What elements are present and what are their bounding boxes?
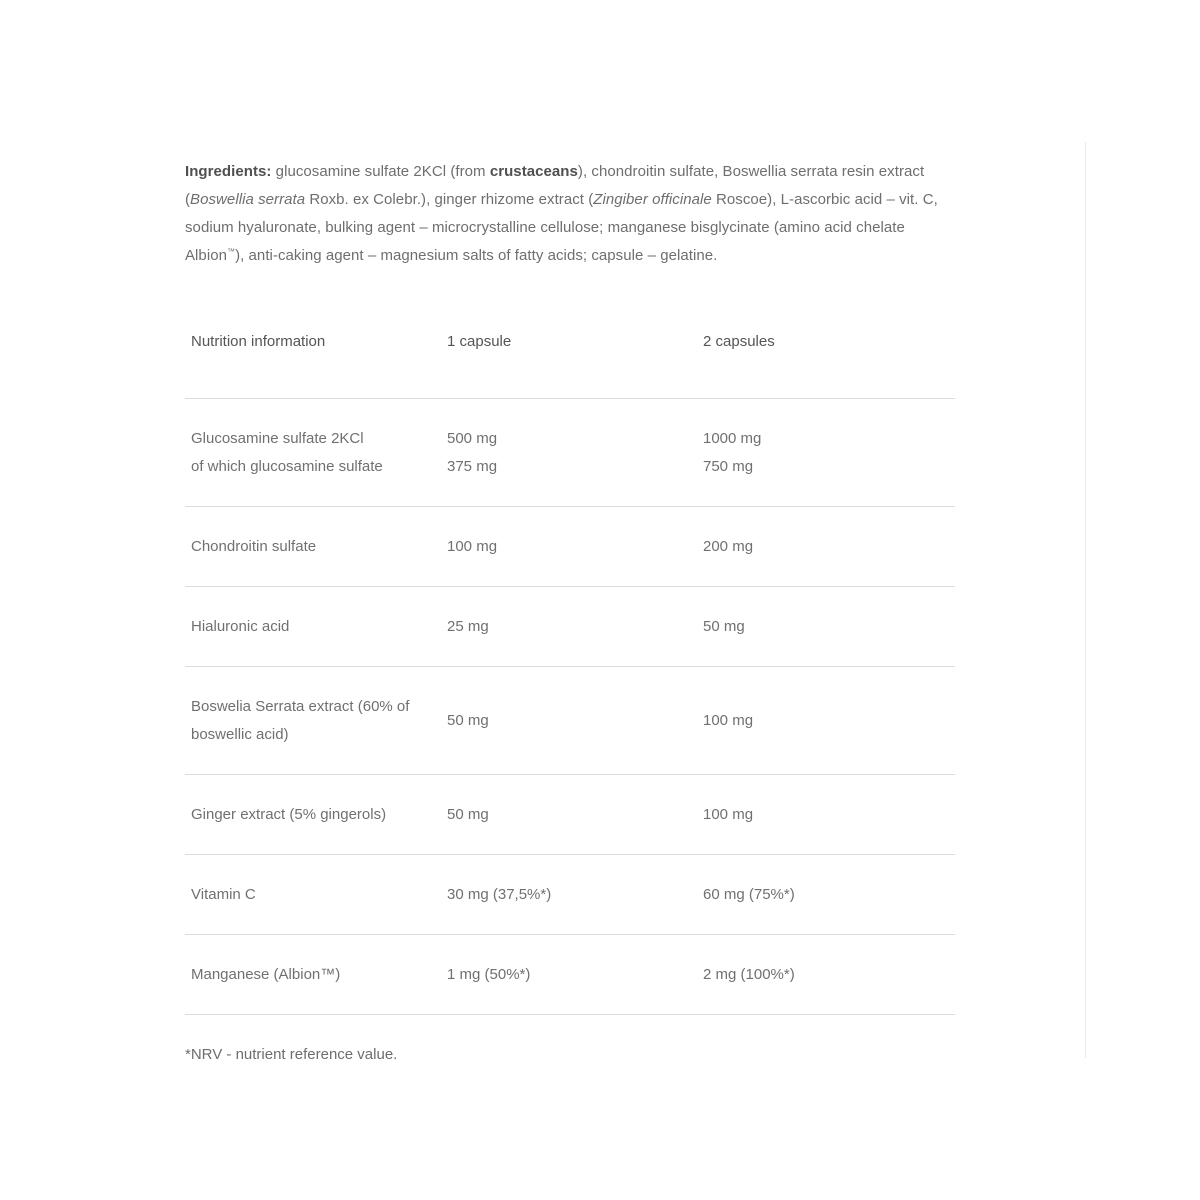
ingredients-text: ), chondroitin sulfate, Boswellia serrata resin extract ( (185, 163, 925, 208)
nrv-footnote: *NRV - nutrient reference value. (185, 1046, 398, 1063)
amount-value: 50 mg (697, 587, 955, 667)
nutrition-table (185, 318, 955, 1015)
amount-value: 375 mg (447, 457, 498, 475)
table-row (185, 855, 955, 935)
latin-name: Boswellia serrata (190, 191, 306, 208)
nutrient-name: Glucosamine sulfate 2KCl (191, 429, 364, 447)
column-header: 1 capsule (447, 333, 512, 350)
nutrient-name: Vitamin C (185, 855, 441, 935)
column-header: 2 capsules (703, 333, 775, 350)
nutrient-name: Manganese (Albion™) (185, 935, 441, 1015)
nutrient-name: Chondroitin sulfate (185, 507, 441, 587)
table-row (185, 399, 955, 507)
ingredients-label: Ingredients: (185, 163, 272, 180)
ingredients-text: ), anti-caking agent – magnesium salts of fatty acids; capsule – gelatine. (235, 247, 718, 264)
amount-value: 1 mg (50%*) (441, 935, 697, 1015)
amount-value: 1000 mg (703, 429, 762, 447)
table-row (185, 507, 955, 587)
amount-value: 200 mg (697, 507, 955, 587)
allergen-text: crustaceans (489, 163, 578, 180)
table-row (185, 667, 955, 775)
amount-value: 100 mg (441, 507, 697, 587)
two-capsules-cell (697, 399, 955, 507)
nutrient-name: Ginger extract (5% gingerols) (185, 775, 441, 855)
amount-value: 100 mg (697, 667, 955, 775)
one-capsule-cell (441, 399, 697, 507)
amount-value: 750 mg (703, 457, 754, 475)
amount-value: 30 mg (37,5%*) (441, 855, 697, 935)
ingredients-text: Roxb. ex Colebr.), ginger rhizome extract ( (305, 191, 594, 208)
table-row (185, 587, 955, 667)
table-row (185, 935, 955, 1015)
product-details (185, 158, 955, 1069)
table-header-row (185, 318, 955, 399)
amount-value: 50 mg (441, 775, 697, 855)
trademark-mark: ™ (227, 247, 236, 256)
nutrient-name-cell (185, 399, 441, 507)
nutrient-name: Hialuronic acid (185, 587, 441, 667)
nutrient-name: of which glucosamine sulfate (191, 457, 383, 475)
amount-value: 500 mg (447, 429, 498, 447)
amount-value: 60 mg (75%*) (697, 855, 955, 935)
amount-value: 25 mg (441, 587, 697, 667)
ingredients-text: Roscoe), L-ascorbic acid – vit. C, sodium hyaluronate, bulking agent – microcrystalline cellulose; manganese bisglycinate (amino acid chelate Albion (185, 191, 938, 264)
table-row (185, 775, 955, 855)
ingredients-text: glucosamine sulfate 2KCl (from (271, 163, 490, 180)
amount-value: 50 mg (441, 667, 697, 775)
column-header: Nutrition information (191, 333, 326, 350)
ingredients-paragraph (185, 158, 955, 270)
latin-name: Zingiber officinale (593, 191, 712, 208)
nutrient-name: Boswelia Serrata extract (60% of boswellic acid) (185, 667, 441, 775)
amount-value: 2 mg (100%*) (697, 935, 955, 1015)
amount-value: 100 mg (697, 775, 955, 855)
vertical-divider (1085, 142, 1086, 1058)
